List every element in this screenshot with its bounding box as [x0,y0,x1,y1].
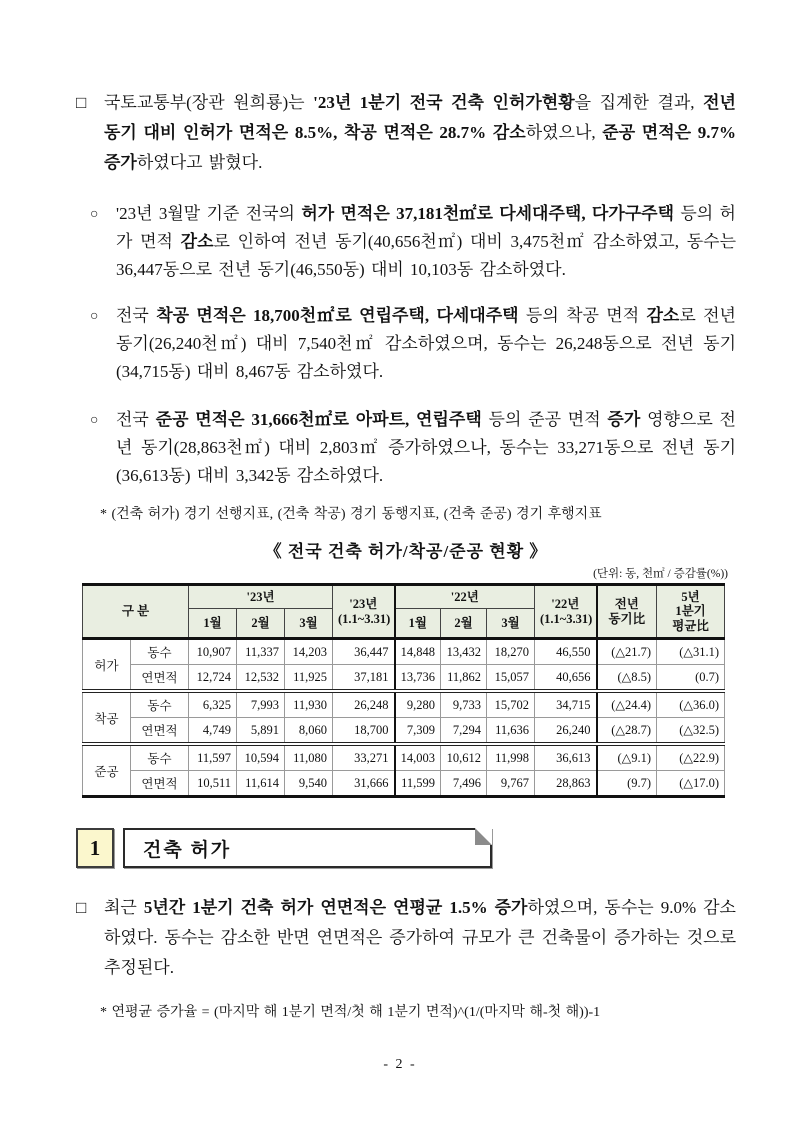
cell: 9,733 [441,691,487,718]
cell: 7,993 [237,691,285,718]
header-gubun: 구 분 [83,585,189,639]
cell: (△24.4) [597,691,657,718]
cell: (0.7) [657,665,725,692]
cell: 37,181 [333,665,395,692]
header-y22-cum [535,585,597,639]
folded-corner-icon [475,828,492,845]
text-segment-bold: 전년 동기 대비 인허가 면적은 8.5%, 착공 면적은 28.7% 감소 [104,93,736,142]
text-segment: 전국 [116,306,157,325]
text-segment: 하였으나, [525,123,603,142]
cell: 7,496 [441,771,487,797]
text-segment-bold: 준공 면적은 31,666천㎡로 아파트, 연립주택 [155,410,482,429]
text-segment: 등의 착공 면적 [518,306,647,325]
row-group-label: 준공 [83,744,131,797]
footnote-indicators: * (건축 허가) 경기 선행지표, (건축 착공) 경기 동행지표, (건축 준공) 경기 후행지표 [100,507,602,522]
table-header [83,585,725,639]
cell: (△28.7) [597,718,657,745]
cell: 26,240 [535,718,597,745]
cell: 11,597 [189,744,237,771]
header-line: 동기比 [608,611,646,626]
header-line: (1.1~3.31) [338,611,391,626]
text-segment: 하였다고 밝혔다. [136,153,263,172]
table-row [83,639,725,665]
cell: 15,057 [487,665,535,692]
cell: 28,863 [535,771,597,797]
cell: 36,447 [333,639,395,665]
cell: 9,540 [285,771,333,797]
cell: 15,702 [487,691,535,718]
text-segment: 영향으로 전년 동기(28,863천㎡) 대비 2,803㎡ 증가하였으나, 동수는 33,271동으로 전년 동기(36,613동) 대비 3,342동 감소하였다. [116,410,736,485]
row-sub-label: 연면적 [131,665,189,692]
bullet-completion-text [116,406,736,490]
text-segment: 을 집계한 결과, [574,93,704,112]
cell: 11,636 [487,718,535,745]
table-row [83,691,725,718]
cell: 6,325 [189,691,237,718]
cell: 18,700 [333,718,395,745]
text-segment-bold: 감소 [180,232,214,251]
cell: 10,594 [237,744,285,771]
square-bullet-icon: □ [76,898,87,917]
bullet-permit [90,200,736,284]
cell: 14,848 [395,639,441,665]
header-line: (1.1~3.31) [540,611,593,626]
section-title: 건축 허가 [143,839,232,861]
row-group-label: 착공 [83,691,131,744]
cell: 31,666 [333,771,395,797]
square-bullet-icon: □ [76,93,87,112]
bullet-permit-text [116,200,736,284]
table-wrap [82,564,730,798]
cell: 7,309 [395,718,441,745]
header-month: 3월 [487,609,535,639]
cell: 40,656 [535,665,597,692]
text-segment-bold: 허가 면적은 37,181천㎡로 다세대주택, 다가구주택 [301,204,675,223]
text-segment-bold: 5년간 1분기 건축 허가 연면적은 연평균 1.5% 증가 [143,898,528,917]
header-line: 1분기 [675,604,706,619]
cell: 13,736 [395,665,441,692]
nationwide-construction-table [82,583,725,798]
group-permit [83,639,725,692]
header-line: 전년 [614,597,639,612]
intro-paragraph-text [104,88,736,178]
circle-bullet-icon: ○ [90,309,99,324]
trend-paragraph-text [104,893,736,983]
cell: 8,060 [285,718,333,745]
cell: 14,203 [285,639,333,665]
cell: 9,280 [395,691,441,718]
table-row [83,771,725,797]
cell: 10,907 [189,639,237,665]
text-segment: 하였으며, 동수는 9.0% 감소하였다. 동수는 감소한 반면 연면적은 증가하여 규모가 큰 건축물이 증가하는 것으로 추정된다. [104,898,736,977]
text-segment: 국토교통부(장관 원희룡)는 [104,93,314,112]
section-header [76,828,492,868]
footnote-formula: * 연평균 증가율 = (마지막 해 1분기 면적/첫 해 1분기 면적)^(1/(마지막 해-첫 해))-1 [100,1005,601,1020]
cell: 11,614 [237,771,285,797]
text-segment-bold: 감소 [646,306,680,325]
cell: 10,511 [189,771,237,797]
header-line: 5년 [681,589,700,604]
cell: (△32.5) [657,718,725,745]
header-line: '22년 [551,597,580,612]
header-y23: '23년 [189,585,333,609]
trend-paragraph [76,893,736,983]
cell: (△17.0) [657,771,725,797]
cell: (△8.5) [597,665,657,692]
text-segment: 로 전년 동기(26,240천㎡) 대비 7,540천㎡ 감소하였으며, 동수는 26,248동으로 전년 동기(34,715동) 대비 8,467동 감소하였다. [116,306,736,381]
row-sub-label: 연면적 [131,718,189,745]
table-row [83,718,725,745]
cell: (△36.0) [657,691,725,718]
header-month: 1월 [189,609,237,639]
cell: 36,613 [535,744,597,771]
cell: (△21.7) [597,639,657,665]
cell: 18,270 [487,639,535,665]
cell: 11,930 [285,691,333,718]
cell: 10,612 [441,744,487,771]
section-number-badge: 1 [76,828,114,868]
cell: (△31.1) [657,639,725,665]
cell: 11,925 [285,665,333,692]
cell: 9,767 [487,771,535,797]
cell: 14,003 [395,744,441,771]
cell: 33,271 [333,744,395,771]
cell: 11,337 [237,639,285,665]
header-5yr-avg [657,585,725,639]
header-month: 3월 [285,609,333,639]
header-month: 2월 [441,609,487,639]
cell: 12,724 [189,665,237,692]
cell: 5,891 [237,718,285,745]
row-sub-label: 동수 [131,691,189,718]
header-month: 2월 [237,609,285,639]
cell: 13,432 [441,639,487,665]
bullet-start [90,302,736,386]
cell: 11,998 [487,744,535,771]
circle-bullet-icon: ○ [90,413,99,428]
bullet-completion [90,406,736,490]
header-line: 평균比 [672,618,709,633]
circle-bullet-icon: ○ [90,207,99,222]
table-unit-note: (단위: 동, 천㎡ / 증감률(%)) [593,568,728,580]
cell: 11,599 [395,771,441,797]
cell: 12,532 [237,665,285,692]
text-segment: '23년 3월말 기준 전국의 [116,204,302,223]
group-start [83,691,725,744]
section-title-box [123,828,492,868]
row-sub-label: 동수 [131,744,189,771]
header-y22: '22년 [395,585,535,609]
cell: (9.7) [597,771,657,797]
header-yoy [597,585,657,639]
row-sub-label: 연면적 [131,771,189,797]
text-segment: 등의 허가 면적 [116,204,736,251]
cell: 7,294 [441,718,487,745]
row-group-label: 허가 [83,639,131,692]
bullet-start-text [116,302,736,386]
text-segment: 로 인하여 전년 동기(40,656천㎡) 대비 3,475천㎡ 감소하였고, 동수는 36,447동으로 전년 동기(46,550동) 대비 10,103동 감소하였다. [116,232,736,279]
text-segment: 전국 [116,410,156,429]
cell: 46,550 [535,639,597,665]
cell: 11,862 [441,665,487,692]
text-segment: 등의 준공 면적 [481,410,608,429]
cell: 34,715 [535,691,597,718]
cell: (△9.1) [597,744,657,771]
cell: 11,080 [285,744,333,771]
text-segment-bold: 착공 면적은 18,700천㎡로 연립주택, 다세대주택 [156,306,519,325]
header-line: '23년 [349,597,378,612]
cell: 4,749 [189,718,237,745]
intro-paragraph [76,88,736,178]
text-segment-bold: 증가 [607,410,641,429]
text-segment-bold: 준공 면적은 9.7% 증가 [104,123,736,172]
header-month: 1월 [395,609,441,639]
page-number: - 2 - [383,1057,417,1072]
text-segment: 최근 [104,898,144,917]
table-row [83,744,725,771]
text-segment-bold: '23년 1분기 전국 건축 인허가현황 [313,93,575,112]
group-completion [83,744,725,797]
cell: 26,248 [333,691,395,718]
table-title: 《 전국 건축 허가/착공/준공 현황 》 [264,542,548,561]
row-sub-label: 동수 [131,639,189,665]
header-y23-cum [333,585,395,639]
cell: (△22.9) [657,744,725,771]
table-row [83,665,725,692]
